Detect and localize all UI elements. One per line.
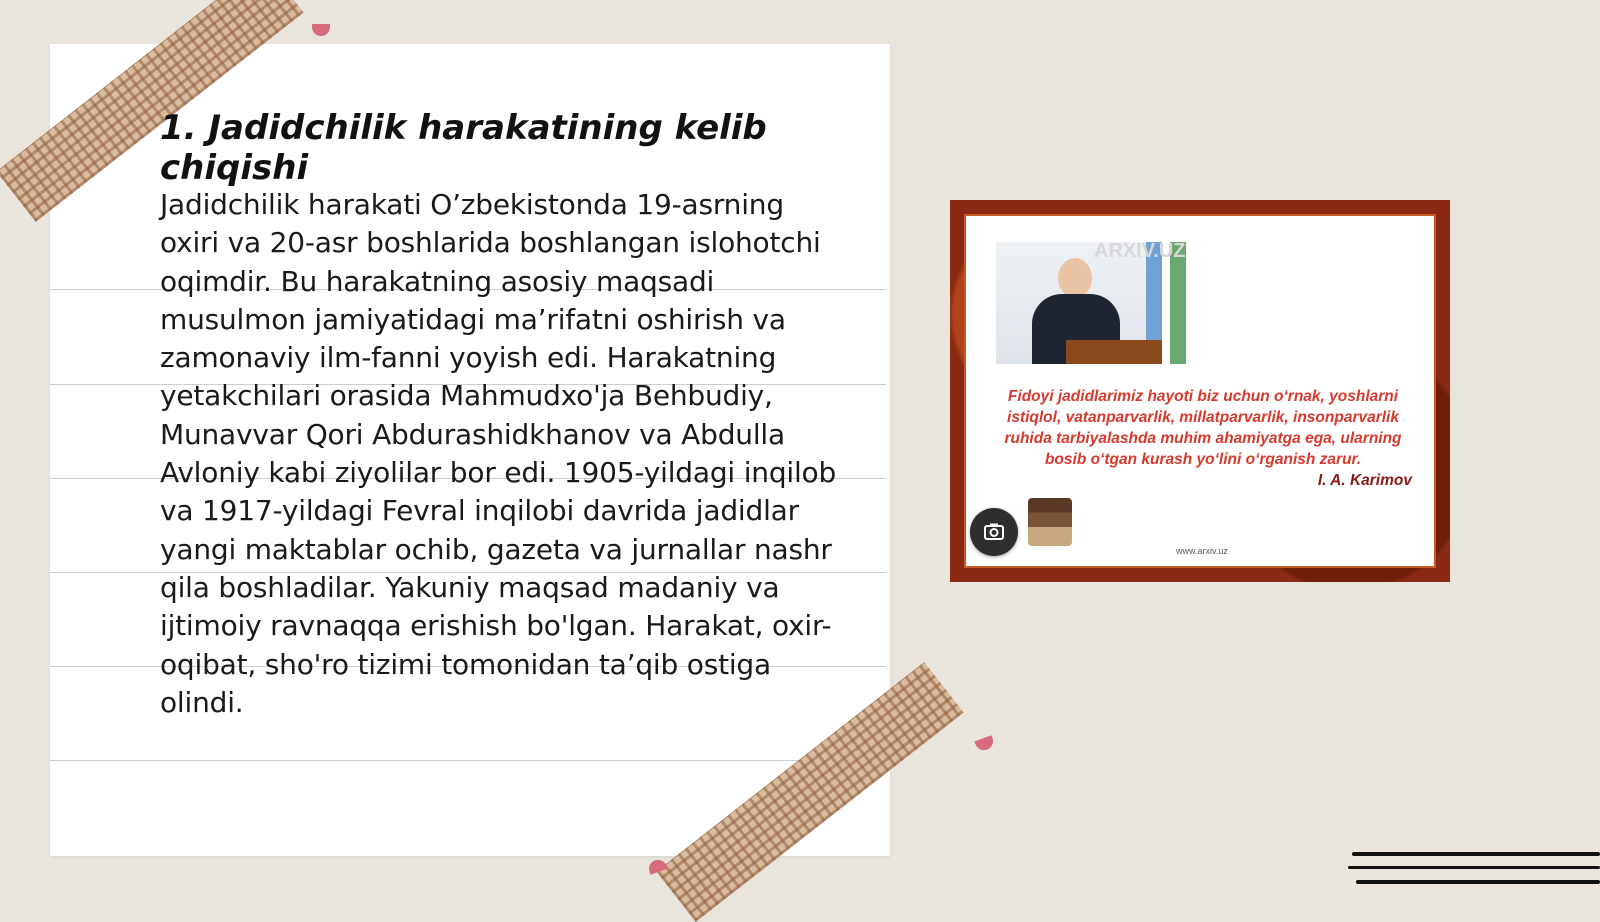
quote-image[interactable] [950, 200, 1450, 582]
decorative-line [1356, 880, 1600, 884]
site-url: www.arxiv.uz [1176, 546, 1228, 556]
slide-body-text: Jadidchilik harakati O’zbekistonda 19-asrning oxiri va 20-asr boshlarida boshlangan islohotchi oqimdir. Bu harakatning asosiy maqsadi musulmon jamiyatidagi ma’rifatni oshirish va zamonaviy ilm-fanni yoyish edi. Harakatning yetakchilari orasida Mahmudxo'ja Behbudiy, Munavvar Qori Abdurashidkhanov va Abdulla Avloniy kabi ziyolilar bor edi. 1905-yildagi inqilob va 1917-yildagi Fevral inqilobi davrida jadidlar yangi maktablar ochib, gazeta va jurnallar nashr qila boshladilar. Yakuniy maqsad madaniy va ijtimoiy ravnaqqa erishish bo'lgan. Harakat, oxir-oqibat, sho'ro tizimi tomonidan ta’qib ostiga olindi. [160, 188, 837, 719]
person-head-shape [1058, 258, 1092, 298]
tape-end-decoration [974, 735, 995, 752]
decorative-line [1348, 866, 1600, 869]
slide-title: 1. Jadidchilik harakatining kelib chiqishi [160, 108, 767, 188]
camera-lens-icon [982, 520, 1006, 544]
camera-lens-button[interactable] [970, 508, 1018, 556]
tape-end-decoration [312, 24, 330, 36]
quote-author: I. A. Karimov [1317, 472, 1412, 489]
watermark: ARXIV.UZ [1094, 240, 1186, 262]
paper-rule [50, 760, 886, 761]
quote-image-inner [964, 214, 1436, 568]
quote-text: Fidoyi jadidlarimiz hayoti biz uchun o‘rnak, yoshlarni istiqlol, vatanparvarlik, millatparvarlik, insonparvarlik ruhida tarbiyalashda muhim ahamiyatga ega, ularning bosib o‘tgan kurash yo‘lini o‘rganish zarur. [1004, 388, 1402, 468]
podium-shape [1066, 340, 1162, 364]
decorative-line [1352, 852, 1600, 856]
books-icon [1028, 498, 1072, 546]
